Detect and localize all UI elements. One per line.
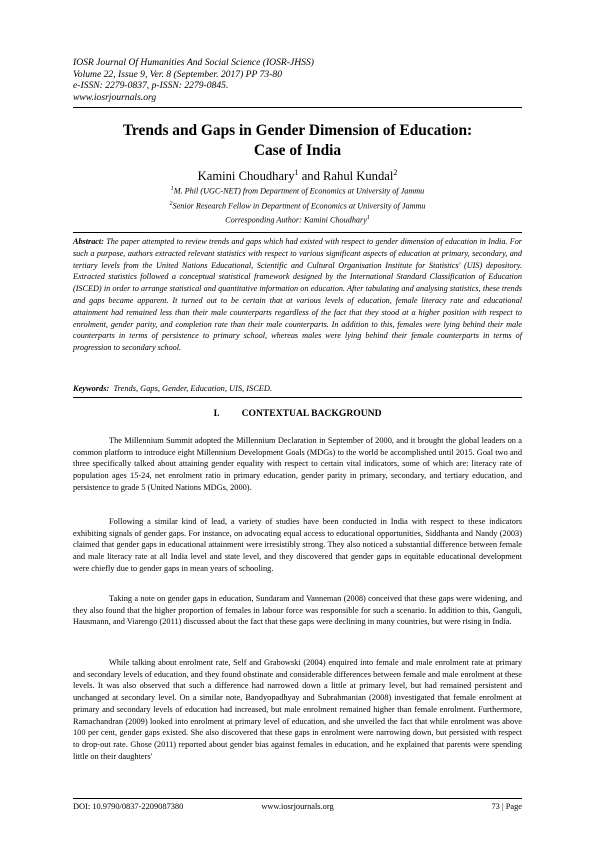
body-paragraph: While talking about enrolment rate, Self and Grabowski (2004) enquired into female and male enrolment rate at primary and secondary levels of education, and they found obstinate and considerable differences between female and male enrolment at these levels. It was also observed that such a difference had narrowed down a little at primary level, but had remained persistent and unchanged at secondary level. On a similar note, Bandyopadhyay and Subrahmanian (2008) investigated that female enrolment at primary and secondary levels of education had increased, but male enrolment remained higher than female enrolment. Furthermore, Ramachandran (2009) looked into enrolment at primary level of education, and she unveiled the fact that while enrolment was above 100 per cent, gender gaps existed. She also discovered that these gaps in enrolment were narrowing down, but persisted with respect to drop-out rate. Ghose (2011) reported about gender bias against females in education, and he explained that parents were spending little on their daughters' xyxy=(73,658,522,761)
footer-website: www.iosrjournals.org xyxy=(261,802,334,811)
abstract-text: The paper attempted to review trends and gaps which had existed with respect to gender dimension of education in India. For such a purpose, authors extracted relevant statistics with respect to various significant aspects of education at primary, secondary, and tertiary levels from the United Nations Educational, Scientific and Cultural Organisation Institute for Statistics' (UIS) depository. Extracted statistics followed a conceptual statistical framework designed by the International Standard Classification of Education (ISCED) in order to arrange statistical and quantitative information on education. After tabulating and analysing statistics, these trends and gaps became apparent. It turned out to be certain that at various levels of education, female literacy rate and educational attainment had remained less than their male counterparts regardless of the fact that they stood at a higher position with respect to enrolment, gender parity, and completion rate than their male counterparts. In addition to this, females were lying behind their male counterparts in terms of persistence to primary school, whereas males were lying behind their female counterparts in terms of progression to secondary school. xyxy=(73,237,522,353)
affiliation-1 xyxy=(73,183,522,198)
footer-doi: DOI: 10.9790/0837-2209087380 xyxy=(73,802,184,811)
abstract xyxy=(73,236,522,354)
corresponding-author-text: Corresponding Author: Kamini Choudhary xyxy=(225,216,367,226)
author-list xyxy=(73,165,522,184)
header-divider xyxy=(73,107,522,108)
affiliation-2-superscript: 2 xyxy=(169,200,173,207)
affiliations xyxy=(73,183,522,227)
footer-page-number: 73 | Page xyxy=(491,802,522,811)
author-2-superscript: 2 xyxy=(393,168,398,177)
corresponding-author xyxy=(73,212,522,227)
abstract-top-divider xyxy=(73,232,522,233)
keywords xyxy=(73,383,522,394)
journal-header xyxy=(73,57,533,103)
keywords-label: Keywords: xyxy=(73,384,110,393)
abstract-label: Abstract: xyxy=(73,237,104,246)
author-2: and Rahul Kundal xyxy=(298,169,394,184)
body-paragraph: Following a similar kind of lead, a variety of studies have been conducted in India with respect to these indicators exhibiting signals of gender gaps. For instance, on advocating equal access to educational opportunities, Siddhanta and Nandy (2003) claimed that gender gaps in educational attainment were irresistibly strong. They also noticed a substantial difference between female and male literacy rate at all India level and state level, and they discovered that gender gaps in equitable educational development were chiefly due to gender gaps in mean years of schooling. xyxy=(73,517,522,573)
section-heading xyxy=(73,408,522,420)
corresponding-author-superscript: 1 xyxy=(366,215,370,222)
affiliation-2 xyxy=(73,198,522,213)
title-line-2: Case of India xyxy=(253,142,342,159)
footer-divider xyxy=(73,798,522,799)
body-paragraph: Taking a note on gender gaps in education, Sundaram and Vanneman (2008) conceived that these gaps were widening, and they also found that the higher proportion of females in labour force was responsible for such a scenario. In addition to this, Ganguli, Hausmann, and Viarengo (2011) discussed about the fact that these gaps were declining in many countries, but were rising in India. xyxy=(73,594,522,627)
keywords-text: Trends, Gaps, Gender, Education, UIS, ISCED. xyxy=(113,384,273,393)
journal-name: IOSR Journal Of Humanities And Social Science (IOSR-JHSS) xyxy=(73,57,314,68)
abstract-bottom-divider xyxy=(73,397,522,398)
section-title: CONTEXTUAL BACKGROUND xyxy=(241,408,382,419)
journal-volume: Volume 22, Issue 9, Ver. 8 (September. 2017) PP 73-80 xyxy=(73,68,282,80)
paper-title xyxy=(73,121,522,161)
title-line-1: Trends and Gaps in Gender Dimension of Education: xyxy=(122,122,473,139)
author-1-superscript: 1 xyxy=(294,168,299,177)
affiliation-2-text: Senior Research Fellow in Department of Economics at University of Jammu xyxy=(172,201,426,211)
journal-issn: e-ISSN: 2279-0837, p-ISSN: 2279-0845. xyxy=(73,80,229,92)
body-paragraph: The Millennium Summit adopted the Millennium Declaration in September of 2000, and it brought the global leaders on a common platform to introduce eight Millennium Development Goals (MDGs) to the world be accomplished until 2015. Goal two and three specifically talked about attaining gender equality with respect to certain vital indicators, some of which are: literacy rate of population ages 15-24, net enrolment ratio in primary education, gender parity in primary, secondary, and tertiary education, and persistence to grade 5 (United Nations MDGs, 2000). xyxy=(73,436,522,492)
affiliation-1-superscript: 1 xyxy=(170,186,174,192)
affiliation-1-text: M. Phil (UGC-NET) from Department of Economics at University of Jammu xyxy=(173,186,425,196)
journal-website: www.iosrjournals.org xyxy=(73,91,157,103)
author-1: Kamini Choudhary xyxy=(197,169,295,184)
section-number: I. xyxy=(213,408,220,419)
